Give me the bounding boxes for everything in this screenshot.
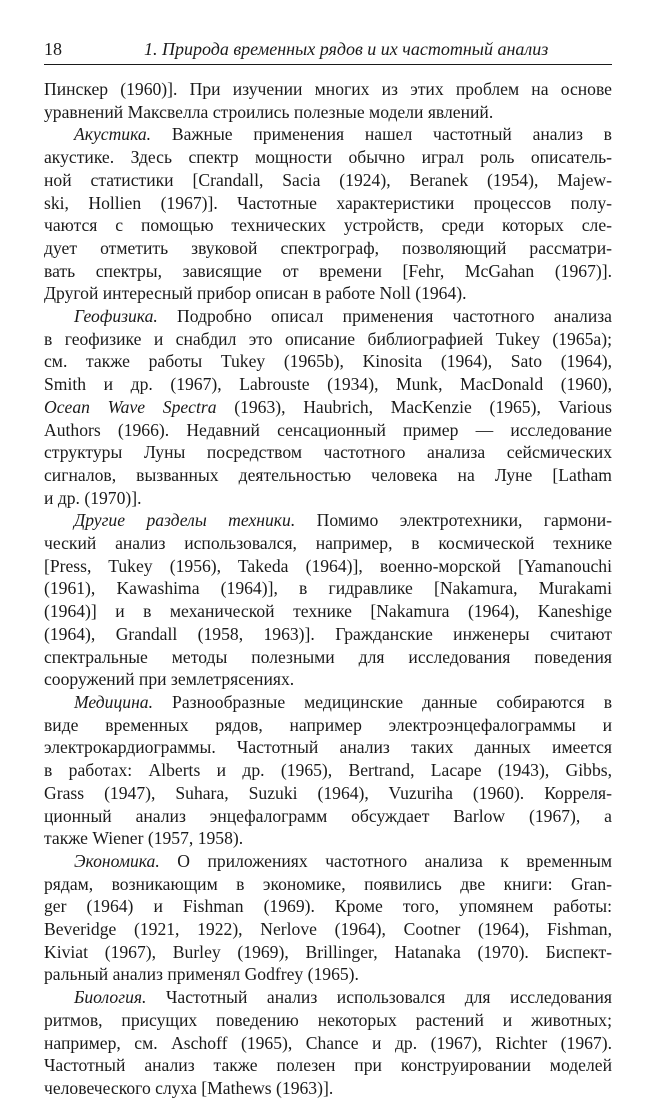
text-line xyxy=(44,646,612,669)
text-line xyxy=(44,532,612,555)
line-text: Beveridge (1921, 1922), Nerlove (1964), Cootner (1964), Fishman, xyxy=(44,919,612,940)
line-text: Authors (1966). Недавний сенсационный пример — исследование xyxy=(44,419,612,440)
page-body xyxy=(44,78,612,1100)
text-line xyxy=(44,350,612,373)
line-text: спектральные методы полезными для исследования поведения xyxy=(44,646,612,667)
text-line xyxy=(44,441,612,464)
section-lead: Экономика. xyxy=(74,850,160,871)
line-text: ной статистики [Crandall, Sacia (1924), Beranek (1954), Majew- xyxy=(44,169,612,190)
line-text: О приложениях частотного анализа к временным xyxy=(159,850,612,871)
paragraph-medicine xyxy=(44,691,612,850)
line-text: Частотный анализ также полезен при конструировании моделей xyxy=(44,1055,612,1076)
line-text: Grass (1947), Suhara, Suzuki (1964), Vuzuriha (1960). Корреля- xyxy=(44,782,612,803)
paragraph-engineering xyxy=(44,509,612,691)
running-title: 1. Природа временных рядов и их частотный анализ xyxy=(144,39,549,59)
page-number: 18 xyxy=(44,39,62,59)
text-line xyxy=(44,328,612,351)
text-line xyxy=(44,419,612,442)
text-line xyxy=(44,918,612,941)
text-line xyxy=(44,714,612,737)
paragraph-biology xyxy=(44,986,612,1100)
text-line xyxy=(44,963,612,986)
text-line xyxy=(44,577,612,600)
line-text: например, см. Aschoff (1965), Chance и др. (1967), Richter (1967). xyxy=(44,1032,612,1053)
line-text: Другой интересный прибор описан в работе Noll (1964). xyxy=(44,283,467,304)
line-text: человеческого слуха [Mathews (1963)]. xyxy=(44,1077,334,1098)
line-text: (1961), Kawashima (1964)], в гидравлике [Nakamura, Murakami xyxy=(44,578,612,599)
line-text: ski, Hollien (1967)]. Частотные характеристики процессов полу- xyxy=(44,192,612,213)
text-line xyxy=(44,1032,612,1055)
text-line xyxy=(44,305,612,328)
text-line xyxy=(44,986,612,1009)
line-text: Помимо электротехники, гармони- xyxy=(295,510,612,531)
text-line xyxy=(44,282,612,305)
text-line xyxy=(44,1009,612,1032)
text-line xyxy=(44,78,612,101)
line-text: также Wiener (1957, 1958). xyxy=(44,828,244,849)
text-line xyxy=(44,850,612,873)
text-line xyxy=(44,146,612,169)
text-line xyxy=(44,668,612,691)
text-line xyxy=(44,827,612,850)
text-line xyxy=(44,600,612,623)
text-line xyxy=(44,623,612,646)
text-line xyxy=(44,464,612,487)
header-rule xyxy=(44,64,612,65)
text-line xyxy=(44,555,612,578)
line-text: акустике. Здесь спектр мощности обычно играл роль описатель- xyxy=(44,147,612,168)
section-lead: Другие разделы техники. xyxy=(74,510,296,531)
line-text: структуры Луны посредством частотного анализа сейсмических xyxy=(44,442,612,463)
line-text: ческий анализ использовался, например, в космической технике xyxy=(44,533,612,554)
text-line xyxy=(44,895,612,918)
running-header xyxy=(44,38,612,64)
line-text: ральный анализ применял Godfrey (1965). xyxy=(44,964,359,985)
text-line xyxy=(44,192,612,215)
line-text: и др. (1970)]. xyxy=(44,487,142,508)
line-text: уравнений Максвелла строились полезные модели явлений. xyxy=(44,101,494,122)
line-text: ger (1964) и Fishman (1969). Кроме того, упомянем работы: xyxy=(44,896,612,917)
text-line xyxy=(44,691,612,714)
line-text: Частотный анализ использовался для исследования xyxy=(146,987,612,1008)
line-text: Важные применения нашел частотный анализ в xyxy=(151,124,612,145)
line-text: Пинскер (1960)]. При изучении многих из этих проблем на основе xyxy=(44,79,612,99)
line-text: дует отметить звуковой спектрограф, позволяющий рассматри- xyxy=(44,237,612,258)
line-text: сигналов, вызванных деятельностью человека на Луне [Latham xyxy=(44,464,612,485)
text-line xyxy=(44,509,612,532)
text-line xyxy=(44,487,612,510)
line-text: вать спектры, зависящие от времени [Fehr, McGahan (1967)]. xyxy=(44,260,612,281)
line-text: см. также работы Tukey (1965b), Kinosita (1964), Sato (1964), xyxy=(44,351,612,372)
line-text: рядам, возникающим в экономике, появились две книги: Gran- xyxy=(44,873,612,894)
line-text: в геофизике и снабдил это описание библиографией Tukey (1965a); xyxy=(44,328,612,349)
section-lead: Медицина. xyxy=(74,691,153,712)
paragraph-economics xyxy=(44,850,612,986)
text-line xyxy=(44,1077,612,1100)
text-line xyxy=(44,123,612,146)
text-line xyxy=(44,101,612,124)
text-line xyxy=(44,169,612,192)
section-lead: Биология. xyxy=(74,987,147,1008)
line-text: Kiviat (1967), Burley (1969), Brillinger, Hatanaka (1970). Биспект- xyxy=(44,941,612,962)
line-text: сооружений при землетрясениях. xyxy=(44,669,295,690)
text-line xyxy=(44,1054,612,1077)
section-lead: Геофизика. xyxy=(74,306,158,327)
line-text: ционный анализ энцефалограмм обсуждает Barlow (1967), а xyxy=(44,805,612,826)
text-line xyxy=(44,214,612,237)
paragraph-acoustics xyxy=(44,123,612,305)
line-text: ритмов, присущих поведению некоторых растений и животных; xyxy=(44,1009,612,1030)
line-text: Подробно описал применения частотного анализа xyxy=(157,306,612,327)
paragraph-geophysics xyxy=(44,305,612,509)
text-line xyxy=(44,941,612,964)
line-text: чаются с помощью технических устройств, среди которых сле- xyxy=(44,215,612,236)
paragraph-intro xyxy=(44,78,612,123)
text-line xyxy=(44,736,612,759)
text-line xyxy=(44,260,612,283)
text-line xyxy=(44,759,612,782)
text-line xyxy=(44,873,612,896)
line-text: Smith и др. (1967), Labrouste (1934), Munk, MacDonald (1960), xyxy=(44,374,612,395)
line-text: (1964), Grandall (1958, 1963)]. Гражданские инженеры считают xyxy=(44,623,612,644)
line-text: Разнообразные медицинские данные собираются в xyxy=(153,691,612,712)
text-line xyxy=(44,805,612,828)
section-lead: Акустика. xyxy=(74,124,152,145)
line-text: в работах: Alberts и др. (1965), Bertrand, Lacape (1943), Gibbs, xyxy=(44,760,612,781)
line-text: [Press, Tukey (1956), Takeda (1964)], военно-морской [Yamanouchi xyxy=(44,555,612,576)
line-text: виде временных рядов, например электроэнцефалограммы и xyxy=(44,714,612,735)
text-line xyxy=(44,373,612,396)
text-line xyxy=(44,396,612,419)
text-line xyxy=(44,782,612,805)
line-text: электрокардиограммы. Частотный анализ таких данных имеется xyxy=(44,737,612,758)
line-text: (1964)] и в механической технике [Nakamura (1964), Kaneshige xyxy=(44,601,612,622)
line-text: Ocean Wave Spectra (1963), Haubrich, MacKenzie (1965), Various xyxy=(44,396,612,417)
text-line xyxy=(44,237,612,260)
